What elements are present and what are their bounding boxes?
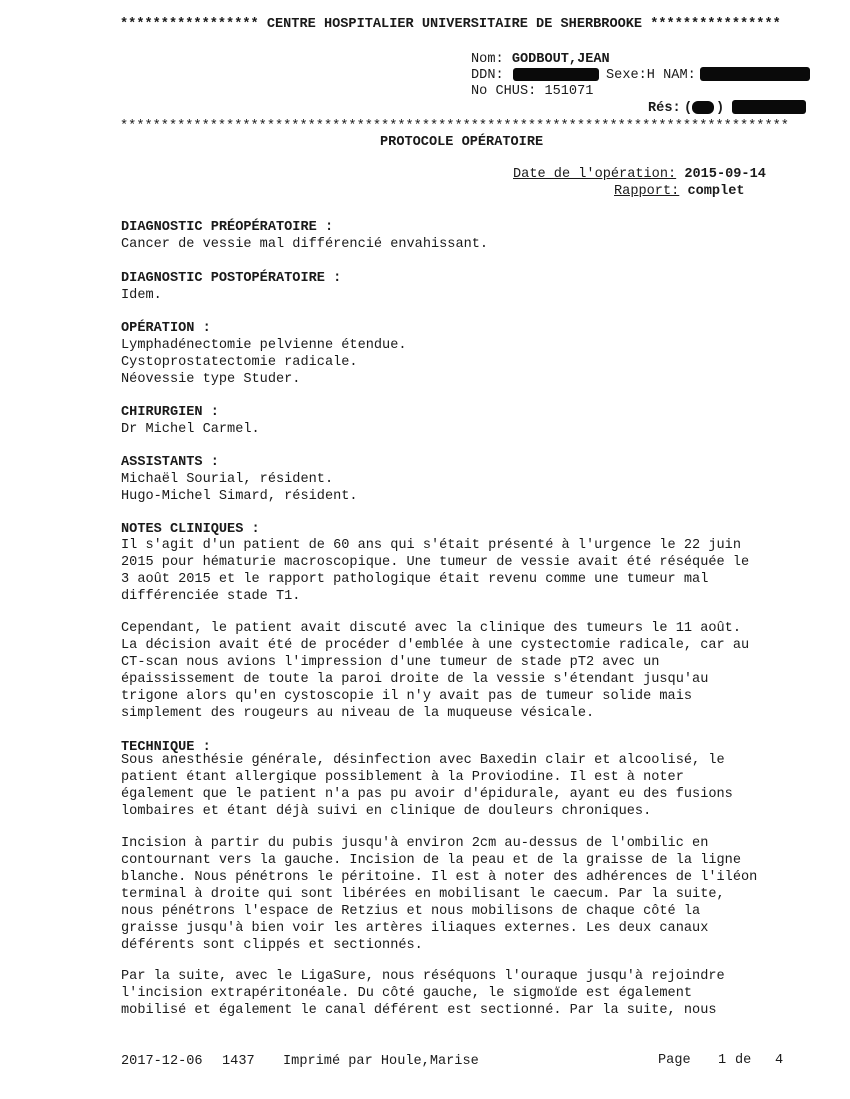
separator-line: ********************************************************************************** (120, 119, 789, 134)
nam-label: NAM: (663, 68, 696, 83)
operation-heading: OPÉRATION : (121, 321, 211, 336)
operation-date-row (513, 167, 766, 182)
technique-paragraph: Par la suite, avec le LigaSure, nous réséquons l'ouraque jusqu'à rejoindre l'incision extrapéritonéale. Du côté gauche, le sigmoïde est également mobilisé et également le canal déférent est sectionné. Par la suite, nous (121, 969, 725, 1018)
res-open-paren: ( (684, 101, 693, 116)
res-label: Rés: (648, 101, 681, 116)
ddn-label: DDN: (471, 68, 504, 83)
print-date: 2017-12-06 (121, 1054, 203, 1069)
rapport-label: Rapport: (614, 184, 680, 199)
sexe-value: H (646, 68, 655, 83)
date-label: Date de l'opération: (513, 167, 677, 182)
technique-heading: TECHNIQUE : (121, 740, 211, 755)
chus-row (471, 84, 593, 99)
sexe-label: Sexe: (606, 68, 647, 83)
assistants-heading: ASSISTANTS : (121, 455, 219, 470)
redacted-ddn (513, 68, 599, 81)
rapport-row (614, 184, 745, 199)
redacted-res-code (692, 101, 714, 114)
technique-paragraph: Sous anesthésie générale, désinfection avec Baxedin clair et alcoolisé, le patient étant allergique possiblement à la Proviodine. Il est à noter également que le patient n'a pas pu avoir d'épidurale, ayant eu des fusions lombaires et étant déjà suivi en clinique de douleurs chroniques. (121, 753, 733, 819)
diag-pre-heading: DIAGNOSTIC PRÉOPÉRATOIRE : (121, 220, 334, 235)
assistant-line: Michaël Sourial, résident. (121, 472, 334, 487)
chirurgien-heading: CHIRURGIEN : (121, 405, 219, 420)
diag-post-text: Idem. (121, 288, 162, 303)
operation-line: Néovessie type Studer. (121, 372, 301, 387)
res-close-paren: ) (716, 101, 725, 116)
notes-heading: NOTES CLINIQUES : (121, 522, 260, 537)
notes-paragraph: Il s'agit d'un patient de 60 ans qui s'était présenté à l'urgence le 22 juin 2015 pour hématurie macroscopique. Une tumeur de vessie avait été réséquée le 3 août 2015 et le rapport pathologique était revenu comme une tumeur mal différenciée stade T1. (121, 538, 750, 604)
diag-pre-text: Cancer de vessie mal différencié envahissant. (121, 237, 489, 252)
operation-date: 2015-09-14 (684, 167, 766, 182)
document-title: PROTOCOLE OPÉRATOIRE (380, 135, 544, 150)
page-of-label: de (735, 1053, 752, 1068)
operation-line: Cystoprostatectomie radicale. (121, 355, 358, 370)
diag-post-heading: DIAGNOSTIC POSTOPÉRATOIRE : (121, 271, 342, 286)
patient-name: GODBOUT,JEAN (511, 52, 610, 67)
page-total: 4 (775, 1053, 784, 1068)
chus-label: No CHUS: (471, 84, 537, 99)
hospital-title-line: ***************** CENTRE HOSPITALIER UNIVERSITAIRE DE SHERBROOKE **************** (120, 17, 781, 32)
nom-label: Nom: (471, 52, 504, 67)
chus-number: 151071 (544, 84, 594, 99)
print-time: 1437 (222, 1054, 255, 1069)
notes-paragraph: Cependant, le patient avait discuté avec la clinique des tumeurs le 11 août. La décision avait été de procéder d'emblée à une cystectomie radicale, car au CT-scan nous avions l'impression d'une tumeur de stade pT2 avec un épaississement de toute la paroi droite de la vessie s'étendant jusqu'au trigone alors qu'en cystoscopie il n'y avait pas de tumeur solide mais simplement des rougeurs au niveau de la muqueuse vésicale. (121, 621, 750, 721)
chirurgien-text: Dr Michel Carmel. (121, 422, 260, 437)
patient-name-row (471, 52, 610, 67)
operation-line: Lymphadénectomie pelvienne étendue. (121, 338, 407, 353)
printed-by: Imprimé par Houle,Marise (283, 1054, 479, 1069)
assistant-line: Hugo-Michel Simard, résident. (121, 489, 358, 504)
redacted-res-phone (732, 100, 806, 114)
page-current: 1 (718, 1053, 727, 1068)
technique-paragraph: Incision à partir du pubis jusqu'à environ 2cm au-dessus de l'ombilic en contournant vers la gauche. Incision de la peau et de la graisse de la ligne blanche. Nous pénétrons le péritoine. Il est à noter des adhérences de l'iléon terminal à droite qui sont libérées en mobilisant le caecum. Par la suite, nous pénétrons l'espace de Retzius et nous mobilisons de chaque côté la graisse jusqu'à bien voir les artères iliaques externes. Les deux canaux déférents sont clippés et sectionnés. (121, 836, 758, 953)
redacted-nam (700, 67, 810, 81)
rapport-value: complet (687, 184, 745, 199)
page-label: Page (658, 1053, 691, 1068)
sexe-row (606, 68, 696, 83)
